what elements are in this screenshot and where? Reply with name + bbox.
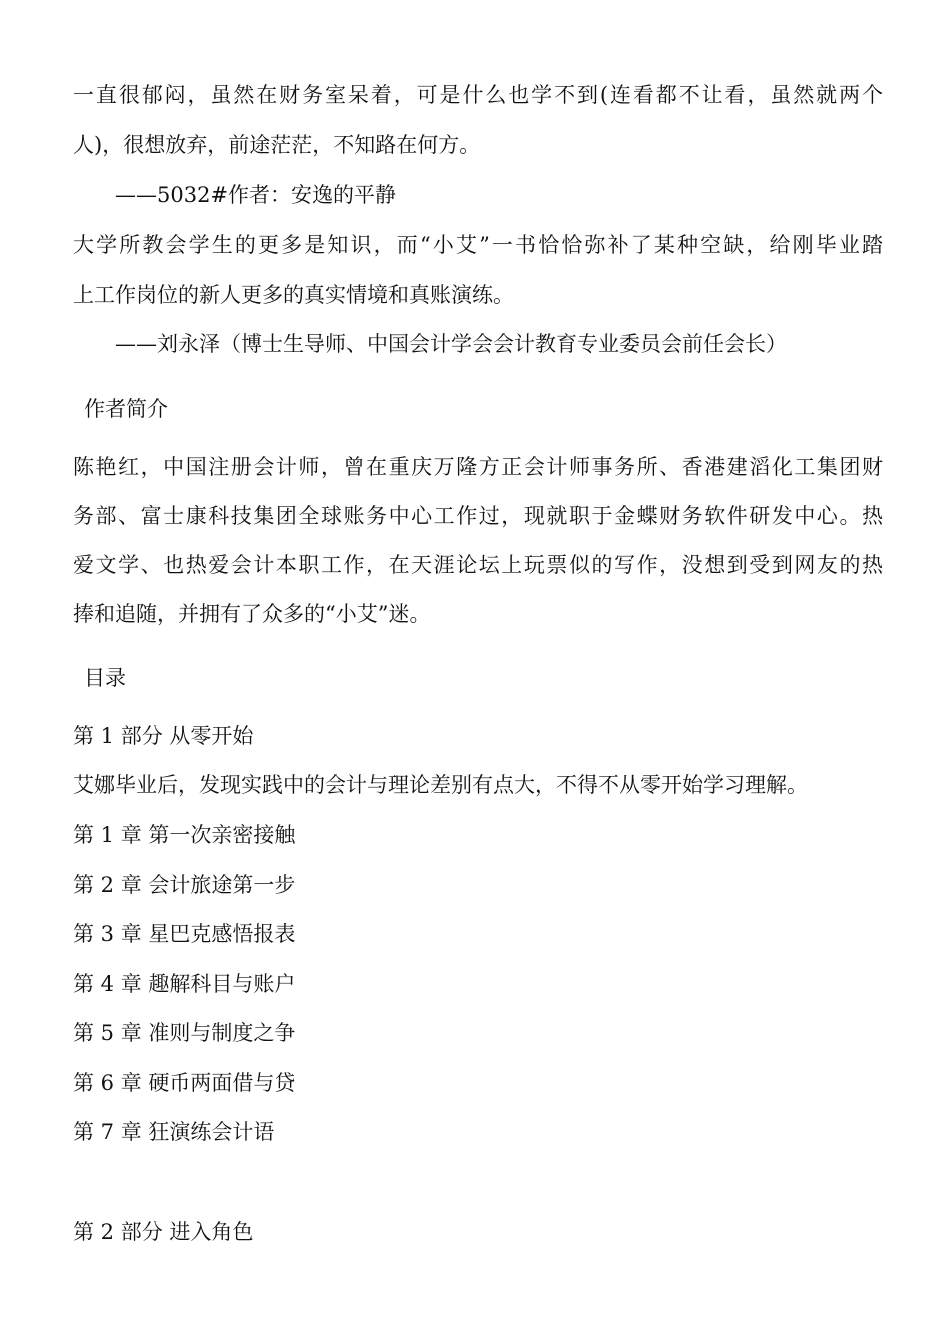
- toc-part-2-title: 第 2 部分 进入角色: [73, 1220, 254, 1244]
- quote2-attribution: ——刘永泽（博士生导师、中国会计学会会计教育专业委员会前任会长）: [115, 332, 787, 356]
- toc-part-1-title: 第 1 部分 从零开始: [73, 724, 254, 748]
- author-intro-heading: 作者简介: [84, 397, 168, 421]
- quote2-line-1: 大学所教会学生的更多是知识，而“小艾”一书恰恰弥补了某种空缺，给刚毕业踏: [73, 233, 883, 257]
- author-intro-line-4: 捧和追随，并拥有了众多的“小艾”迷。: [73, 602, 431, 626]
- author-intro-line-3: 爱文学、也热爱会计本职工作，在天涯论坛上玩票似的写作，没想到受到网友的热: [73, 553, 883, 577]
- author-intro-line-1: 陈艳红，中国注册会计师，曾在重庆万隆方正会计师事务所、香港建滔化工集团财: [73, 455, 883, 479]
- quote1-line-1: 一直很郁闷，虽然在财务室呆着，可是什么也学不到(连看都不让看，虽然就两个: [73, 83, 883, 107]
- quote1-attribution: ——5032#作者：安逸的平静: [115, 183, 397, 207]
- author-intro-line-2: 务部、富士康科技集团全球账务中心工作过，现就职于金蝶财务软件研发中心。热: [73, 504, 883, 528]
- toc-chapter-4: 第 4 章 趣解科目与账户: [73, 972, 296, 996]
- toc-chapter-5: 第 5 章 准则与制度之争: [73, 1021, 296, 1045]
- toc-chapter-1: 第 1 章 第一次亲密接触: [73, 823, 296, 847]
- toc-part-1-summary: 艾娜毕业后，发现实践中的会计与理论差别有点大，不得不从零开始学习理解。: [73, 773, 808, 797]
- toc-chapter-7: 第 7 章 狂演练会计语: [73, 1120, 275, 1144]
- toc-chapter-6: 第 6 章 硬币两面借与贷: [73, 1071, 296, 1095]
- toc-chapter-2: 第 2 章 会计旅途第一步: [73, 873, 296, 897]
- toc-chapter-3: 第 3 章 星巴克感悟报表: [73, 922, 296, 946]
- quote2-line-2: 上工作岗位的新人更多的真实情境和真账演练。: [73, 283, 514, 307]
- quote1-line-2: 人)，很想放弃，前途茫茫，不知路在何方。: [73, 133, 481, 157]
- toc-heading: 目录: [84, 666, 126, 690]
